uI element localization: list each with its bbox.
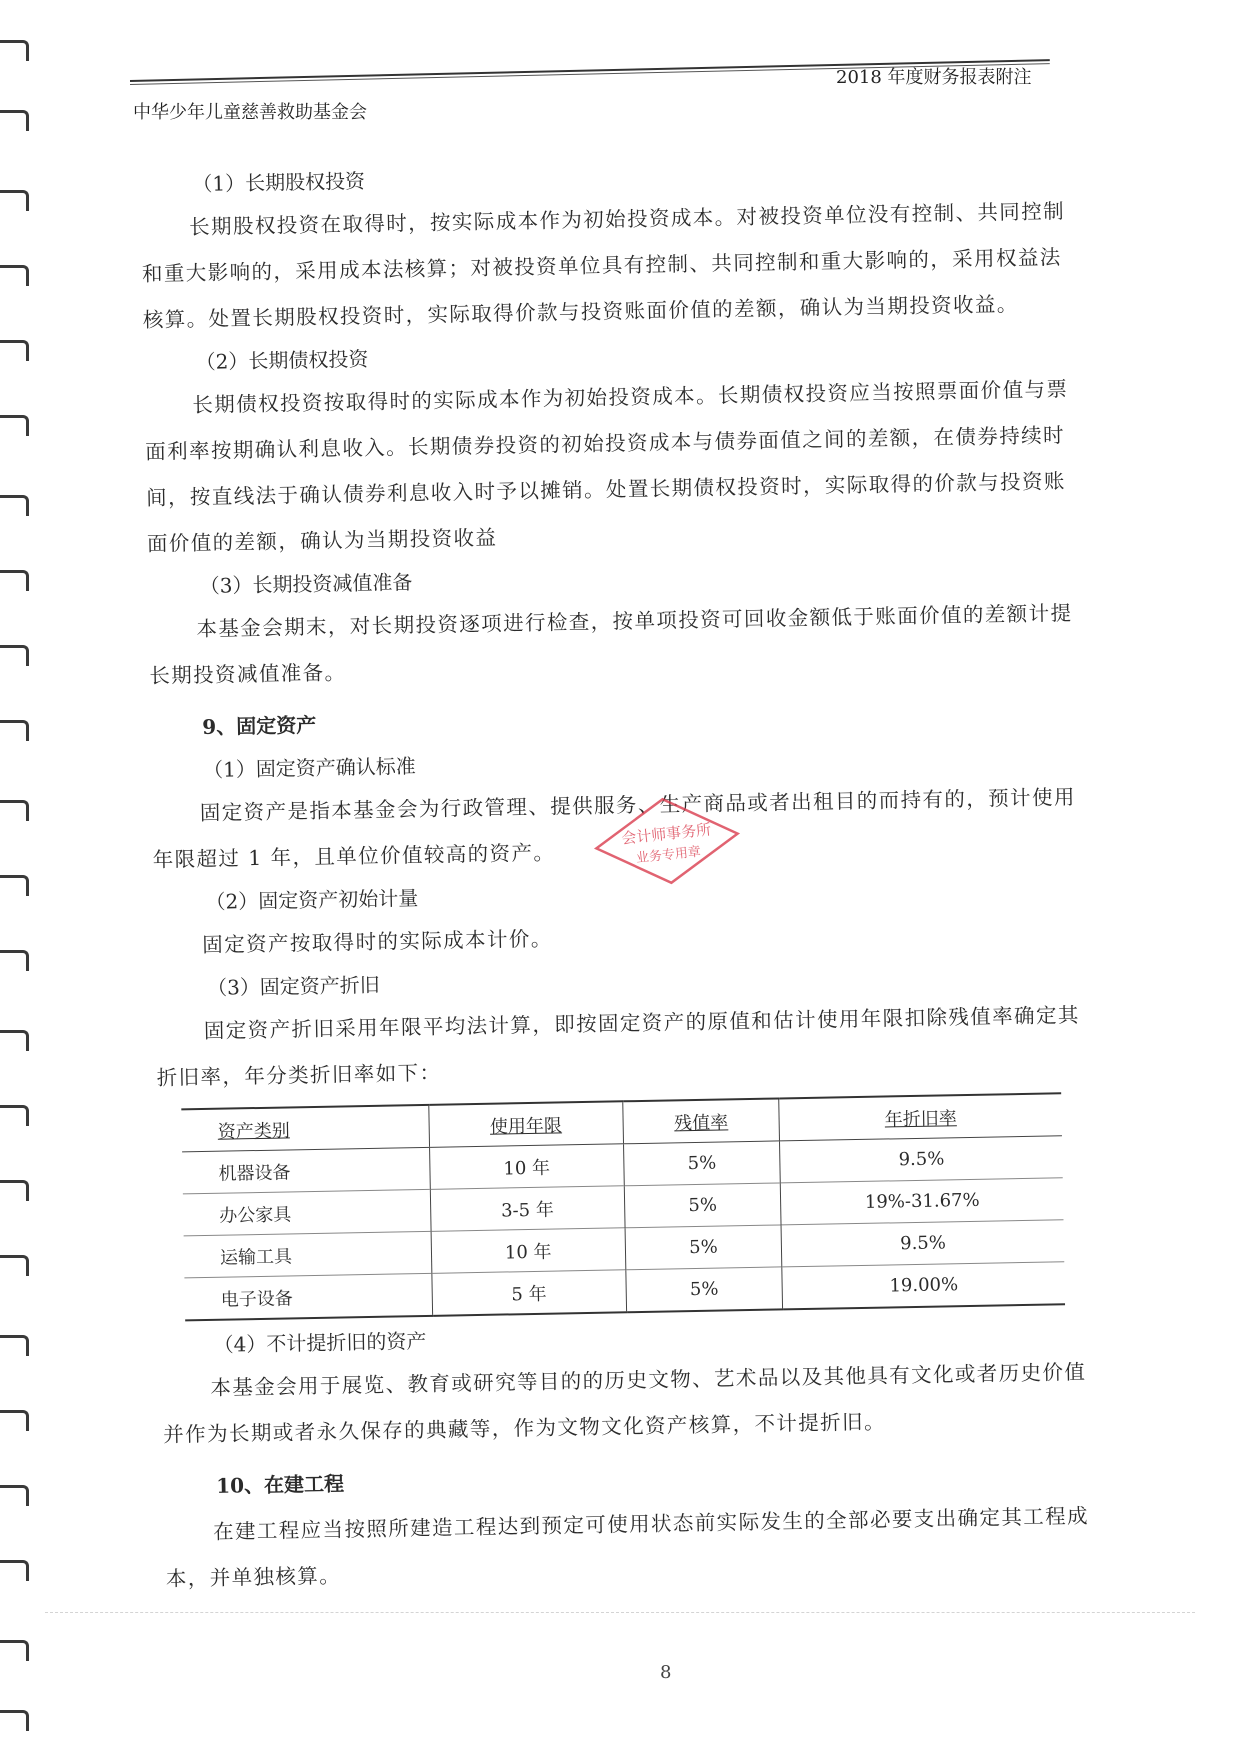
non-depreciable-title: （4）不计提折旧的资产 <box>213 1328 427 1357</box>
asset-category-cell: 机器设备 <box>182 1147 430 1194</box>
residual-rate-cell: 5% <box>625 1225 782 1270</box>
asset-category-cell: 办公家具 <box>183 1189 431 1236</box>
equity-investment-text: 长期股权投资在取得时，按实际成本作为初始投资成本。对被投资单位没有控制、共同控制和重大影响的，采用成本法核算；对被投资单位具有控制、共同控制和重大影响的，采用权益法核算。处置长期股权投资时，实际取得价款与投资账面价值的差额，确认为当期投资收益。 <box>141 199 1066 332</box>
organization-name: 中华少年儿童慈善救助基金会 <box>133 102 367 123</box>
column-header: 使用年限 <box>429 1101 624 1147</box>
measurement-title: （2）固定资产初始计量 <box>205 886 419 914</box>
depreciation-rate-table <box>181 1092 1065 1321</box>
footer-rule <box>45 1612 1195 1613</box>
equity-investment-title: （1）长期股权投资 <box>192 168 366 197</box>
annual-rate-cell: 9.5% <box>780 1136 1063 1183</box>
residual-rate-cell: 5% <box>626 1267 783 1312</box>
recognition-text: 固定资产是指本基金会为行政管理、提供服务、生产商品或者出租目的而持有的，预计使用年限超过 1 年，且单位价值较高的资产。 <box>152 784 1076 872</box>
binding-holes <box>0 0 90 1753</box>
measurement-text: 固定资产按取得时的实际成本计价。 <box>202 926 553 957</box>
stamp-text-bottom: 业务专用章 <box>635 844 702 867</box>
debt-investment-text: 长期债权投资按取得时的实际成本作为初始投资成本。长期债权投资应当按照票面价值与票面利率按期确认利息收入。长期债券投资的初始投资成本与债券面值之间的差额，在债券持续时间，按直线法于确认债券利息收入时予以摊销。处置长期债权投资时，实际取得的价款与投资账面价值的差额，确认为当期投资收益 <box>145 377 1069 556</box>
asset-category-cell: 电子设备 <box>184 1273 432 1320</box>
column-header: 年折旧率 <box>779 1093 1062 1141</box>
debt-investment-title: （2）长期债权投资 <box>195 346 369 375</box>
page-number: 8 <box>660 1662 672 1683</box>
useful-life-cell: 3-5 年 <box>430 1186 625 1232</box>
annual-rate-cell: 9.5% <box>781 1220 1064 1267</box>
column-header: 残值率 <box>623 1098 780 1143</box>
residual-rate-cell: 5% <box>623 1141 780 1186</box>
non-depreciable-text: 本基金会用于展览、教育或研究等目的的历史文物、艺术品以及其他具有文化或者历史价值并作为长期或者永久保存的典藏等，作为文物文化资产核算，不计提折旧。 <box>163 1359 1087 1447</box>
column-header: 资产类别 <box>181 1105 429 1152</box>
construction-text: 在建工程应当按照所建造工程达到预定可使用状态前实际发生的全部必要支出确定其工程成本，并单独核算。 <box>165 1503 1090 1591</box>
stamp-text-top: 会计师事务所 <box>620 820 712 848</box>
construction-heading: 10、在建工程 <box>215 1471 345 1498</box>
useful-life-cell: 5 年 <box>432 1270 627 1316</box>
recognition-title: （1）固定资产确认标准 <box>202 754 417 782</box>
useful-life-cell: 10 年 <box>429 1144 624 1190</box>
residual-rate-cell: 5% <box>624 1183 781 1228</box>
seal-stamp <box>592 796 742 886</box>
depreciation-text: 固定资产折旧采用年限平均法计算，即按固定资产的原值和估计使用年限扣除残值率确定其折旧率，年分类折旧率如下： <box>156 1002 1080 1090</box>
annual-rate-cell: 19%-31.67% <box>781 1178 1064 1225</box>
useful-life-cell: 10 年 <box>431 1228 626 1274</box>
asset-category-cell: 运输工具 <box>184 1231 432 1278</box>
annual-rate-cell: 19.00% <box>782 1262 1065 1310</box>
depreciation-title: （3）固定资产折旧 <box>206 972 381 1000</box>
report-title: 2018 年度财务报表附注 <box>836 67 1032 88</box>
impairment-text: 本基金会期末，对长期投资逐项进行检查，按单项投资可回收金额低于账面价值的差额计提长期投资减值准备。 <box>149 600 1073 688</box>
fixed-assets-heading: 9、固定资产 <box>202 712 317 739</box>
impairment-title: （3）长期投资减值准备 <box>199 570 413 598</box>
